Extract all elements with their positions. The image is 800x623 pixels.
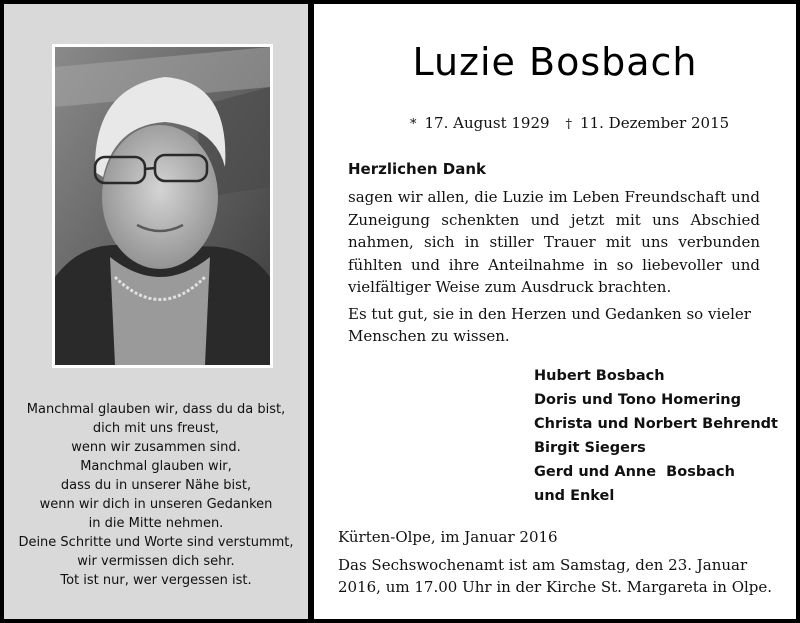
life-dates (410, 114, 729, 132)
poem (4, 400, 308, 590)
signers-list (534, 364, 778, 508)
birth-symbol: * (410, 117, 417, 132)
left-panel (4, 4, 308, 619)
death-symbol: † (565, 117, 573, 132)
place-date: Kürten-Olpe, im Januar 2016 (338, 528, 558, 546)
thanks-paragraph: Es tut gut, sie in den Herzen und Gedanken so vieler Menschen zu wissen. (348, 304, 751, 345)
death-date: 11. Dezember 2015 (580, 114, 730, 132)
poem-line: dass du in unserer Nähe bist, (60, 478, 252, 493)
poem-line: wenn wir zusammen sind. (71, 440, 241, 455)
deceased-name: Luzie Bosbach (412, 40, 698, 84)
signer: und Enkel (534, 488, 615, 504)
poem-line: Deine Schritte und Worte sind verstummt, (18, 535, 294, 550)
poem-line: in die Mitte nehmen. (88, 516, 224, 531)
service-note: Das Sechswochenamt ist am Samstag, den 23. Januar 2016, um 17.00 Uhr in der Kirche St. Margareta in Olpe. (338, 556, 773, 596)
portrait-photo (52, 44, 273, 368)
portrait-photo-icon (55, 47, 270, 365)
birth-date: 17. August 1929 (424, 114, 550, 132)
poem-line: Manchmal glauben wir, (80, 459, 232, 474)
thanks-paragraph: sagen wir allen, die Luzie im Leben Freundschaft und Zuneigung schenkten und jetzt mit uns Abschied nahmen, sich in stiller Trauer mit uns verbunden fühlten und ihre Anteilnahme in so liebevoller und vielfältiger Weise zum Ausdruck brachten. (348, 188, 760, 296)
signer: Christa und Norbert Behrendt (534, 416, 778, 432)
right-panel (314, 4, 796, 619)
signer: Birgit Siegers (534, 440, 646, 456)
thanks-heading: Herzlichen Dank (348, 160, 487, 178)
poem-line: Tot ist nur, wer vergessen ist. (60, 573, 252, 588)
poem-line: wenn wir dich in unseren Gedanken (39, 497, 273, 512)
poem-line: wir vermissen dich sehr. (77, 554, 235, 569)
signer: Hubert Bosbach (534, 368, 665, 384)
signer: Doris und Tono Homering (534, 392, 741, 408)
signer: Gerd und Anne Bosbach (534, 464, 735, 480)
poem-line: Manchmal glauben wir, dass du da bist, (26, 402, 286, 417)
poem-line: dich mit uns freust, (92, 421, 220, 436)
thanks-text (348, 186, 760, 352)
